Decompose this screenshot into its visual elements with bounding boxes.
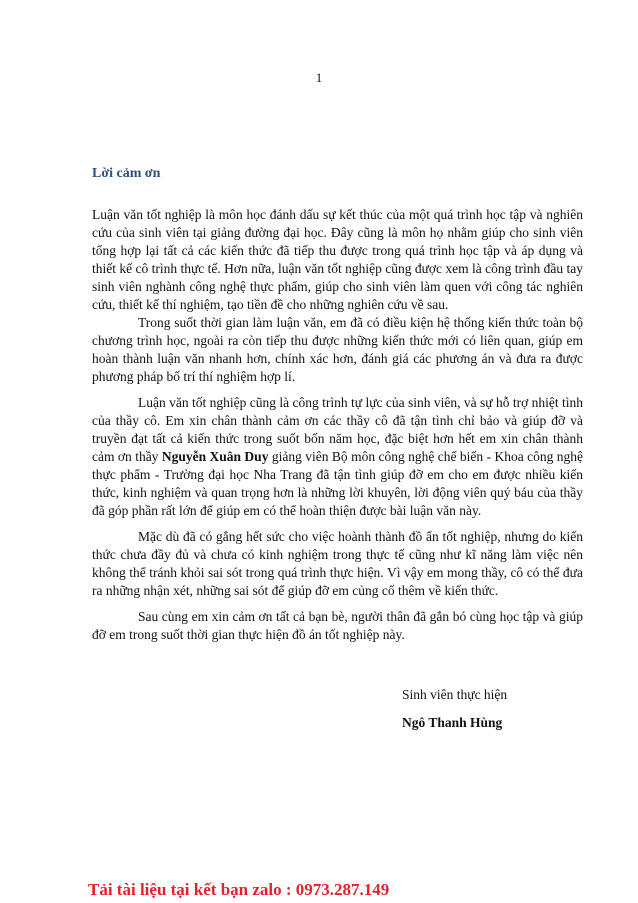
paragraph-5: Sau cùng em xin cảm ơn tất cả bạn bè, người thân đã gắn bó cùng học tập và giúp đỡ em trong suốt thời gian thực hiện đồ án tốt nghiệp này.: [92, 609, 583, 642]
signature-name: Ngô Thanh Hùng: [402, 715, 503, 730]
paragraph-3-text-end: giảng viên Bộ môn công nghệ chế biến - Khoa công nghệ thực phẩm - Trường đại học Nha Trang đã tận tình giúp đỡ em cho em được nhiều kiến thức, kinh nghiệm và quan trọng hơn là những lời khuyên, lời động viên quý báu của thầy đã góp phần rất lớn để giúp em có thể hoàn thiện được bài luận văn này.: [92, 449, 584, 518]
footer-contact-note: Tải tài liệu tại kết bạn zalo : 0973.287.149: [88, 880, 390, 899]
letter-body: [92, 206, 583, 644]
signature-block: [402, 686, 507, 732]
paragraph-3-text-start: Luận văn tốt nghiệp cũng là công trình tự lực của sinh viên, và sự hỗ trợ nhiệt tình của thầy cô. Em xin chân thành cảm ơn các thầy cô đã tận tình chỉ bảo và giúp đỡ và truyền đạt tất cả kiến thức trong suốt bốn năm học, đặc biệt hơn hết em xin chân thành cảm ơn thầy: [92, 395, 583, 464]
signature-role: Sinh viên thực hiện: [402, 687, 508, 702]
page-number: 1: [315, 70, 323, 85]
advisor-name: Nguyễn Xuân Duy: [161, 449, 269, 464]
paragraph-4: Mặc dù đã có gắng hết sức cho việc hoành thành đồ ẩn tốt nghiệp, nhưng do kiến thức chưa đầy đủ và chưa có kinh nghiệm trong thực tế cũng như kĩ năng làm việc nên không thể tránh khỏi sai sót trong quá trình thực hiện. Vì vậy em mong thầy, cô có thể đưa ra những nhận xét, những sai sót để giúp đỡ em củng cố thêm về kiến thức.: [92, 529, 583, 598]
paragraph-3: [92, 394, 583, 520]
paragraph-2: Trong suốt thời gian làm luận văn, em đã có điều kiện hệ thống kiến thức toàn bộ chương trình học, ngoài ra còn tiếp thu được những kiến thức mới có liên quan, giúp em hoàn thành luận văn nhanh hơn, chính xác hơn, đánh giá các phương án và đưa ra được phương pháp bố trí thí nghiệm hợp lí.: [92, 315, 583, 384]
letter-heading: Lời cảm ơn: [92, 166, 161, 181]
paragraph-1: Luận văn tốt nghiệp là môn học đánh dấu sự kết thúc của một quá trình học tập và nghiên cứu của sinh viên tại giảng đường đại học. Đây cũng là môn họ nhằm giúp cho sinh viên tổng hợp lại tất cả các kiến thức đã tiếp thu được trong quá trình học tập và áp dụng và thiết kế cô trình thực tế. Hơn nữa, luận văn tốt nghiệp cũng được xem là công trình đầu tay sinh viên nghành công nghệ thực phẩm, giúp cho sinh viên làm quen với công tác nghiên cứu, thiết kế thí nghiệm, tạo tiền đề cho những nghiên cứu về sau.: [92, 207, 583, 312]
